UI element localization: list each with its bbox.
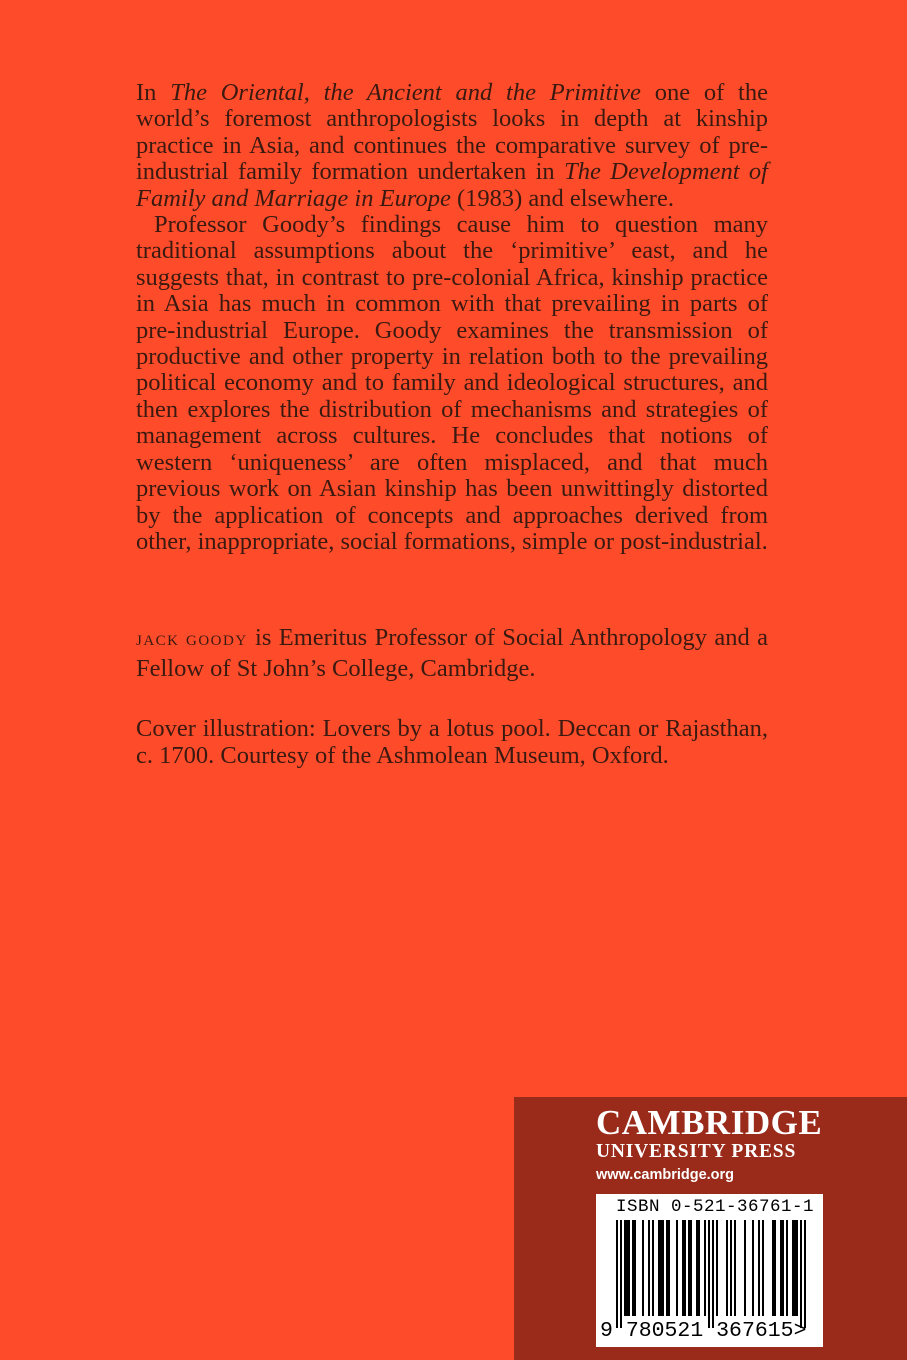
barcode-bar — [634, 1220, 636, 1316]
author-name: JACK GOODY — [136, 633, 248, 649]
barcode-bar — [704, 1220, 706, 1316]
barcode-bar — [734, 1220, 736, 1316]
barcode-bar — [628, 1220, 630, 1316]
blurb-p1-end: (1983) and elsewhere. — [450, 184, 674, 212]
publisher-block — [514, 1097, 907, 1360]
related-book-title: The Development of Family and Marriage in Europe — [136, 158, 768, 212]
blurb-paragraph-1 — [136, 80, 768, 212]
ean-left-group: 780521 — [625, 1319, 704, 1343]
barcode-bar — [660, 1220, 662, 1316]
barcode-bar — [792, 1220, 794, 1316]
ean-digits — [600, 1319, 806, 1343]
barcode-bar — [708, 1220, 710, 1328]
barcode-bar — [696, 1220, 698, 1316]
author-description: is Emeritus Professor of Social Anthropology and a Fellow of St John’s College, Cambridge. — [136, 624, 768, 682]
barcode-bar — [624, 1220, 626, 1316]
barcode-bar — [648, 1220, 650, 1316]
barcode-bar — [688, 1220, 690, 1316]
barcode-bar — [616, 1220, 618, 1328]
ean-first-digit: 9 — [600, 1319, 613, 1343]
barcode-bar — [796, 1220, 798, 1316]
barcode-bar — [684, 1220, 686, 1316]
author-bio — [136, 624, 768, 682]
cover-illustration-credit: Cover illustration: Lovers by a lotus pool. Deccan or Rajasthan, c. 1700. Courtesy of the Ashmolean Museum, Oxford. — [136, 715, 768, 769]
ean-arrow: > — [793, 1319, 807, 1343]
barcode-bar — [758, 1220, 760, 1316]
barcode-bar — [620, 1220, 622, 1328]
barcode-bar — [712, 1220, 714, 1328]
barcode-bar — [730, 1220, 732, 1316]
barcode-bar — [662, 1220, 664, 1316]
barcode-bar — [782, 1220, 784, 1316]
barcode-bar — [652, 1220, 654, 1316]
barcode-bar — [726, 1220, 728, 1316]
isbn-number: ISBN 0-521-36761-1 — [616, 1197, 815, 1217]
blurb-paragraph-2: Professor Goody’s findings cause him to question many traditional assumptions about the ‘primitive’ east, and he suggests that, in contrast to pre-colonial Africa, kinship practice in Asia has much in common with that prevailing in parts of pre-industrial Europe. Goody examines the transmission of productive and other property in relation both to the prevailing political economy and to family and ideological structures, and then explores the distribution of mechanisms and strategies of management across cultures. He concludes that notions of western ‘uniqueness’ are often misplaced, and that much previous work on Asian kinship has been unwittingly distorted by the application of concepts and approaches derived from other, inappropriate, social formations, simple or post-industrial. — [136, 211, 768, 555]
barcode-bar — [676, 1220, 678, 1316]
barcode-bar — [690, 1220, 692, 1316]
barcode-bar — [658, 1220, 660, 1316]
barcode-bar — [666, 1220, 668, 1316]
barcode-bar — [762, 1220, 764, 1316]
barcode-bar — [772, 1220, 774, 1316]
barcode-bar — [744, 1220, 746, 1316]
barcode-bar — [716, 1220, 718, 1316]
barcode-bar — [794, 1220, 796, 1316]
book-title: The Oriental, the Ancient and the Primitive — [170, 79, 641, 106]
barcode-bar — [632, 1220, 634, 1316]
blurb — [136, 80, 768, 555]
barcode-bar — [800, 1220, 802, 1328]
barcode-bar — [698, 1220, 700, 1316]
publisher-name: CAMBRIDGE — [596, 1103, 823, 1142]
barcode-bar — [626, 1220, 628, 1316]
barcode-bar — [780, 1220, 782, 1316]
barcode-bar — [642, 1220, 644, 1316]
ean-right-group: 367615 — [716, 1319, 794, 1343]
publisher-subtitle: UNIVERSITY PRESS — [596, 1141, 797, 1162]
barcode-bar — [774, 1220, 776, 1316]
barcode-bar — [786, 1220, 788, 1316]
barcode-bar — [804, 1220, 806, 1328]
barcode-box — [596, 1194, 823, 1347]
barcode-bar — [668, 1220, 670, 1316]
blurb-p1-body: one of the world’s foremost anthropologists looks in depth at kinship practice in Asia, and continues the comparative survey of pre-industrial family formation undertaken in — [136, 79, 768, 186]
barcode-bar — [752, 1220, 754, 1316]
barcode-bar — [682, 1220, 684, 1316]
blurb-p1-intro: In — [136, 79, 171, 106]
publisher-url: www.cambridge.org — [596, 1167, 735, 1183]
